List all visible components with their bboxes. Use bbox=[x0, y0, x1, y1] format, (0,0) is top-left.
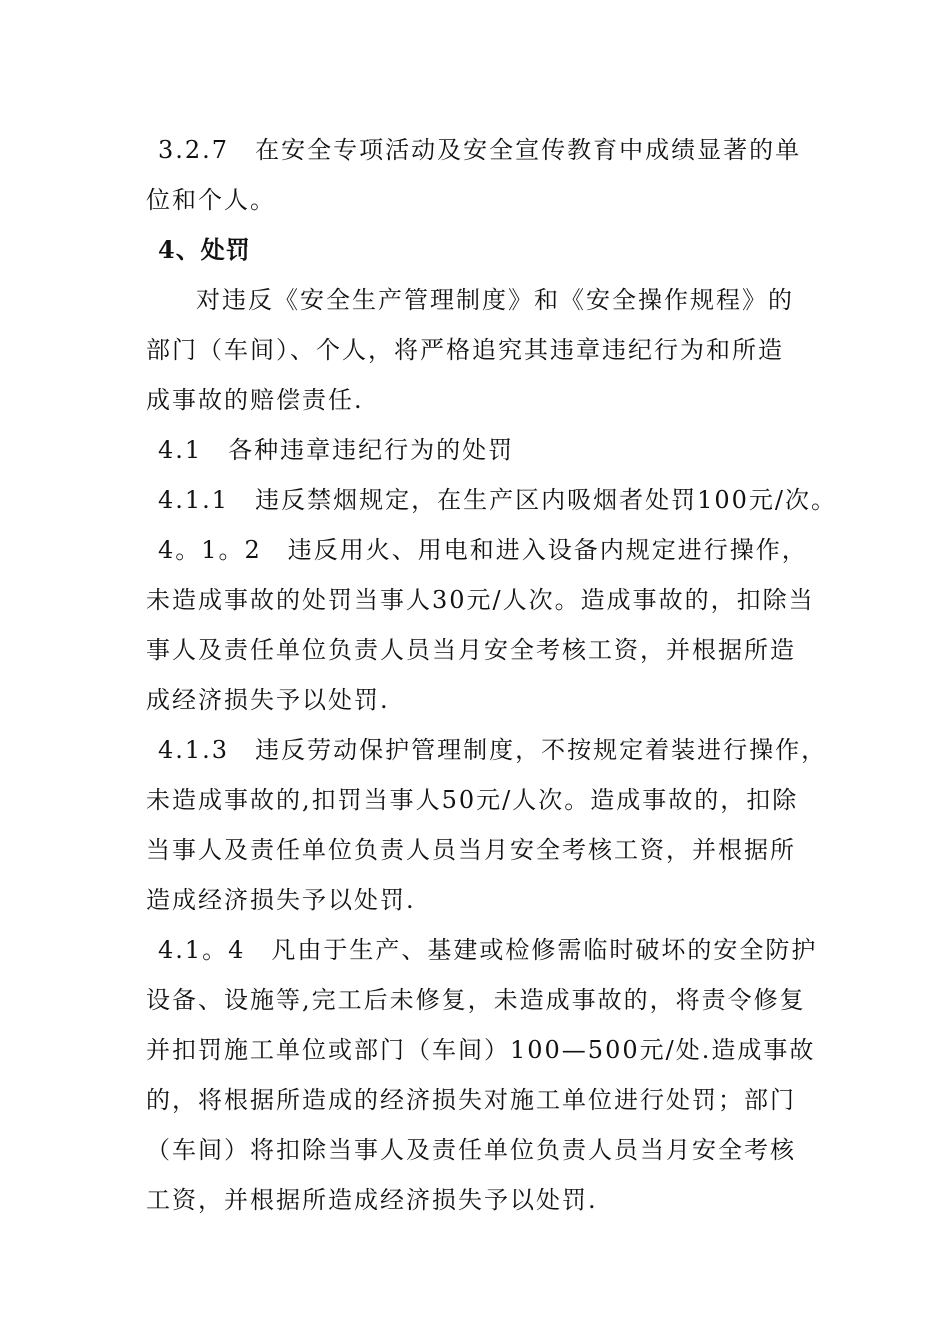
clause-3-2-7-line-1: 3.2.7 在安全专项活动及安全宣传教育中成绩显著的单 bbox=[158, 136, 802, 164]
clause-3-2-7-line-2: 位和个人。 bbox=[146, 186, 276, 214]
clause-4-1-4-line-2: 设备、设施等,完工后未修复，未造成事故的，将责令修复 bbox=[146, 986, 806, 1014]
clause-4-1-2-line-4: 成经济损失予以处罚. bbox=[146, 686, 390, 714]
clause-4-1-4-line-1: 4.1。4 凡由于生产、基建或检修需临时破坏的安全防护 bbox=[158, 936, 818, 964]
clause-4-1-4-line-4: 的，将根据所造成的经济损失对施工单位进行处罚；部门 bbox=[146, 1086, 796, 1114]
clause-4-1-4-line-5: （车间）将扣除当事人及责任单位负责人员当月安全考核 bbox=[146, 1136, 796, 1164]
section-heading-penalty: 4、处罚 bbox=[158, 235, 251, 264]
clause-4-1-1: 4.1.1 违反禁烟规定，在生产区内吸烟者处罚100元/次。 bbox=[158, 486, 837, 514]
penalty-intro-line-2: 部门（车间）、个人，将严格追究其违章违纪行为和所造 bbox=[146, 336, 784, 364]
penalty-intro-line-3: 成事故的赔偿责任. bbox=[146, 386, 364, 414]
clause-4-1-2-line-3: 事人及责任单位负责人员当月安全考核工资，并根据所造 bbox=[146, 636, 796, 664]
clause-4-1-4-line-6: 工资，并根据所造成经济损失予以处罚. bbox=[146, 1186, 598, 1214]
penalty-intro-line-1: 对违反《安全生产管理制度》和《安全操作规程》的 bbox=[196, 286, 794, 314]
clause-4-1-3-line-1: 4.1.3 违反劳动保护管理制度，不按规定着装进行操作， bbox=[158, 736, 828, 764]
subsection-heading-4-1: 4.1 各种违章违纪行为的处罚 bbox=[158, 436, 515, 464]
clause-4-1-3-line-4: 造成经济损失予以处罚. bbox=[146, 886, 416, 914]
clause-4-1-3-line-2: 未造成事故的,扣罚当事人50元/人次。造成事故的，扣除 bbox=[146, 786, 799, 814]
clause-4-1-2-line-2: 未造成事故的处罚当事人30元/人次。造成事故的，扣除当 bbox=[146, 586, 815, 614]
clause-4-1-3-line-3: 当事人及责任单位负责人员当月安全考核工资，并根据所 bbox=[146, 836, 796, 864]
clause-4-1-4-line-3: 并扣罚施工单位或部门（车间）100—500元/处.造成事故 bbox=[146, 1036, 816, 1064]
clause-4-1-2-line-1: 4。1。2 违反用火、用电和进入设备内规定进行操作， bbox=[158, 536, 808, 564]
